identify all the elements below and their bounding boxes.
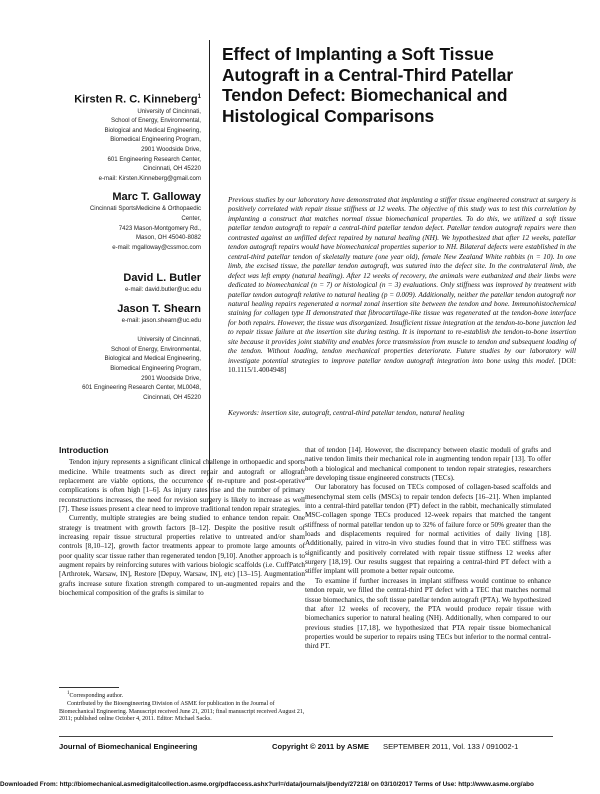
abstract-text: Previous studies by our laboratory have demonstrated that implanting a stiffer tissue engineered construct at surgery is positively correlated with repair tissue stiffness at 12 weeks. The objective of this study was to test this correlation by implanting a construct that matches normal tissue biomechanical properties. To do this, we utilized a soft tissue patellar tendon autograft to repair a central-third patellar tendon defect. Patellar tendon autograft repairs were then contrasted against an unfilled defect repaired by natural healing (NH). We hypothesized that after 12 weeks, patellar tendon autograft repairs would have biomechanical properties superior to NH. Bilateral defects were established in the central-third patellar tendon of skeletally mature (one year old), female New Zealand White rabbits (n = 10). In one limb, the excised tissue, the patellar tendon autograft, was sutured into the defect site. In the contralateral limb, the defect was left empty (natural healing). After 12 weeks of recovery, the animals were euthanized and their limbs were dedicated to biomechanical (n = 7) or histological (n = 3) evaluations. Only stiffness was improved by treatment with patellar tendon autograft relative to natural healing (p = 0.009). Additionally, neither the patellar tendon autograft nor natural healing repairs regenerated a normal zonal insertion site between the tendon and bone. Immunohistochemical staining for collagen type II demonstrated that fibrocartilage-like tissue was regenerated at the tendon-bone interface for both repairs. However, the tissue was disorganized. Insufficient tissue integration at the tendon-to-bone junction led to repair tissue failure at the insertion site during testing. It is important to re-establish the tendon-to-bone insertion site because it provides joint stability and enables force transmission from muscle to tendon and subsequent loading of the tendon. Without loading, tendon mechanical properties deteriorate. Future studies by our laboratory will investigate potential strategies to improve patellar tendon autograft integration into bone using this model. (228, 196, 576, 365)
author-affiliation: e-mail: david.butler@uc.edu (125, 286, 201, 294)
copyright: Copyright © 2011 by ASME (272, 742, 369, 751)
author-block (20, 191, 201, 252)
body-right-column (305, 446, 551, 652)
author-column (20, 91, 201, 410)
abstract (228, 196, 576, 376)
paragraph: Our laboratory has focused on TECs composed of collagen-based scaffolds and mesenchymal stem cells (MSCs) to repair tendon defects [16–21]. When implanted into a central-third patellar tendon (PT) defect in the rabbit, mechanically stimulated MSC-collagen sponge TECs produced 12-week repairs that matched the tangent stiffness of normal patellar tendon up to 32% of failure force or 50% greater than the loads and displacements required for normal activities of daily living [18]. Additionally, paired in vitro-in vivo studies found that in vitro TEC stiffness was significantly and positively correlated with repair tissue stiffness 12 weeks after surgery [18,19]. Our results suggest that repairing a central-third PT defect with a stiffer implant will promote a better repair outcome. (305, 483, 551, 576)
footnote (59, 690, 305, 724)
footnote-divider (59, 687, 119, 688)
author-block (20, 272, 201, 295)
download-notice[interactable]: Downloaded From: http://biomechanical.asmedigitalcollection.asme.org/pdfaccess.ashx?url=/data/journals/jbendy/27218/ on 03/10/2017 Terms of Use: http://www.asme.org/abo (0, 781, 534, 788)
doi-link[interactable]: [DOI: 10.1115/1.4004948] (228, 356, 576, 375)
footnote-corresponding: $^1$Corresponding author. (67, 691, 124, 699)
footnote-contribution: Contributed by the Bioengineering Division of ASME for publication in the Journal of Biomechanical Engineering. Manuscript received June 21, 2011; final manuscript received August 21, 2011; published online October 4, 2011. Editor: Michael Sacks. (59, 700, 305, 723)
paragraph: that of tendon [14]. However, the discrepancy between elastic moduli of grafts and native tendon limits their mechanical role in augmenting tendon repair [13]. To offer both a biological and mechanical component to tendon repair strategies, researchers are developing tissue engineered constructs (TECs). (305, 446, 551, 483)
issue-info: SEPTEMBER 2011, Vol. 133 / 091002-1 (383, 742, 519, 751)
author-affiliation: University of Cincinnati, School of Energy, Environmental, Biological and Medical Engineering, Biomedical Engineering Program, 2901 Woodside Drive, 601 Engineering Research Center, Cincinnati, OH 45220 e-mail: Kirsten.Kinneberg@gmail.com (98, 107, 201, 182)
body-left-column (59, 446, 305, 599)
paragraph: To examine if further increases in implant stiffness would continue to enhance tendon repair, we filled the central-third PT defect with a TEC that matches normal tissue biomechanics, the soft tissue patellar tendon autograft (PTA). We hypothesized that after 12 weeks of recovery, the PTA would produce repair tissue with biomechanics superior to natural healing (NH). Additionally, when compared to our previous studies [17,18], we hypothesized that PTA repair tissue biomechanical properties would be superior to repairs using TECs but inferior to the normal central-third PT. (305, 576, 551, 651)
keywords (228, 409, 576, 418)
journal-name: Journal of Biomechanical Engineering (59, 742, 198, 751)
keywords-text: insertion site, autograft, central-third patellar tendon, natural healing (260, 409, 465, 417)
author-affiliation: Cincinnati SportsMedicine & Orthopaedic Center, 7423 Mason-Montgomery Rd., Mason, OH 45040-8082 e-mail: mgalloway@cssmoc.com (89, 205, 201, 251)
footer-divider (59, 736, 553, 737)
author-block (20, 91, 201, 183)
author-name: Kirsten R. C. Kinneberg$^1$ (74, 93, 201, 106)
paper-title: Effect of Implanting a Soft Tissue Autograft in a Central-Third Patellar Tendon Defect: Biomechanical and Histological Comparisons (222, 44, 514, 126)
paragraph: Tendon injury represents a significant clinical challenge in orthopaedic and sports medicine. While treatments such as direct repair and autograft or allograft replacement are viable options, the occurrence of re-rupture and post-operative complications is often high [1–6]. As injury rates rise and the number of primary reconstructions increases, the need for revision surgery is likely to increase as well [7]. These issues present a clear need to improve traditional tendon repair strategies. (59, 458, 305, 514)
paragraph: Currently, multiple strategies are being studied to enhance tendon repair. One strategy is treatment with growth factors [8–12]. Despite the positive result of increasing repair tissue structural properties relative to untreated and/or sham controls [8,10–12], growth factor treatments appear to promote large amounts of poor quality scar tissue rather than regenerated tendon [9,10]. Another approach is to augment repairs by reinforcing sutures with various biologic scaffolds (i.e. CuffPatch [Arthrotek, Warsaw, IN], Restore [Depuy, Warsaw, IN], etc) [13–15]. Augmentation grafts increase suture fixation strength compared to un-augmented repairs and the biochemical composition of the grafts is similar to (59, 514, 305, 598)
author-name: David L. Butler (123, 272, 201, 285)
author-name: Jason T. Shearn (117, 302, 201, 315)
author-affiliation: e-mail: jason.shearn@uc.edu University of Cincinnati, School of Energy, Environmental, Biological and Medical Engineering, Biomedical Engineering Program, 2901 Woodside Drive, 601 Engineering Research Center, ML0048, Cincinnati, OH 45220 (82, 316, 201, 401)
keywords-label: Keywords: (228, 409, 260, 417)
title-divider (209, 40, 210, 505)
section-heading: Introduction (59, 445, 109, 455)
author-name: Marc T. Galloway (112, 191, 201, 204)
author-block (20, 303, 201, 402)
